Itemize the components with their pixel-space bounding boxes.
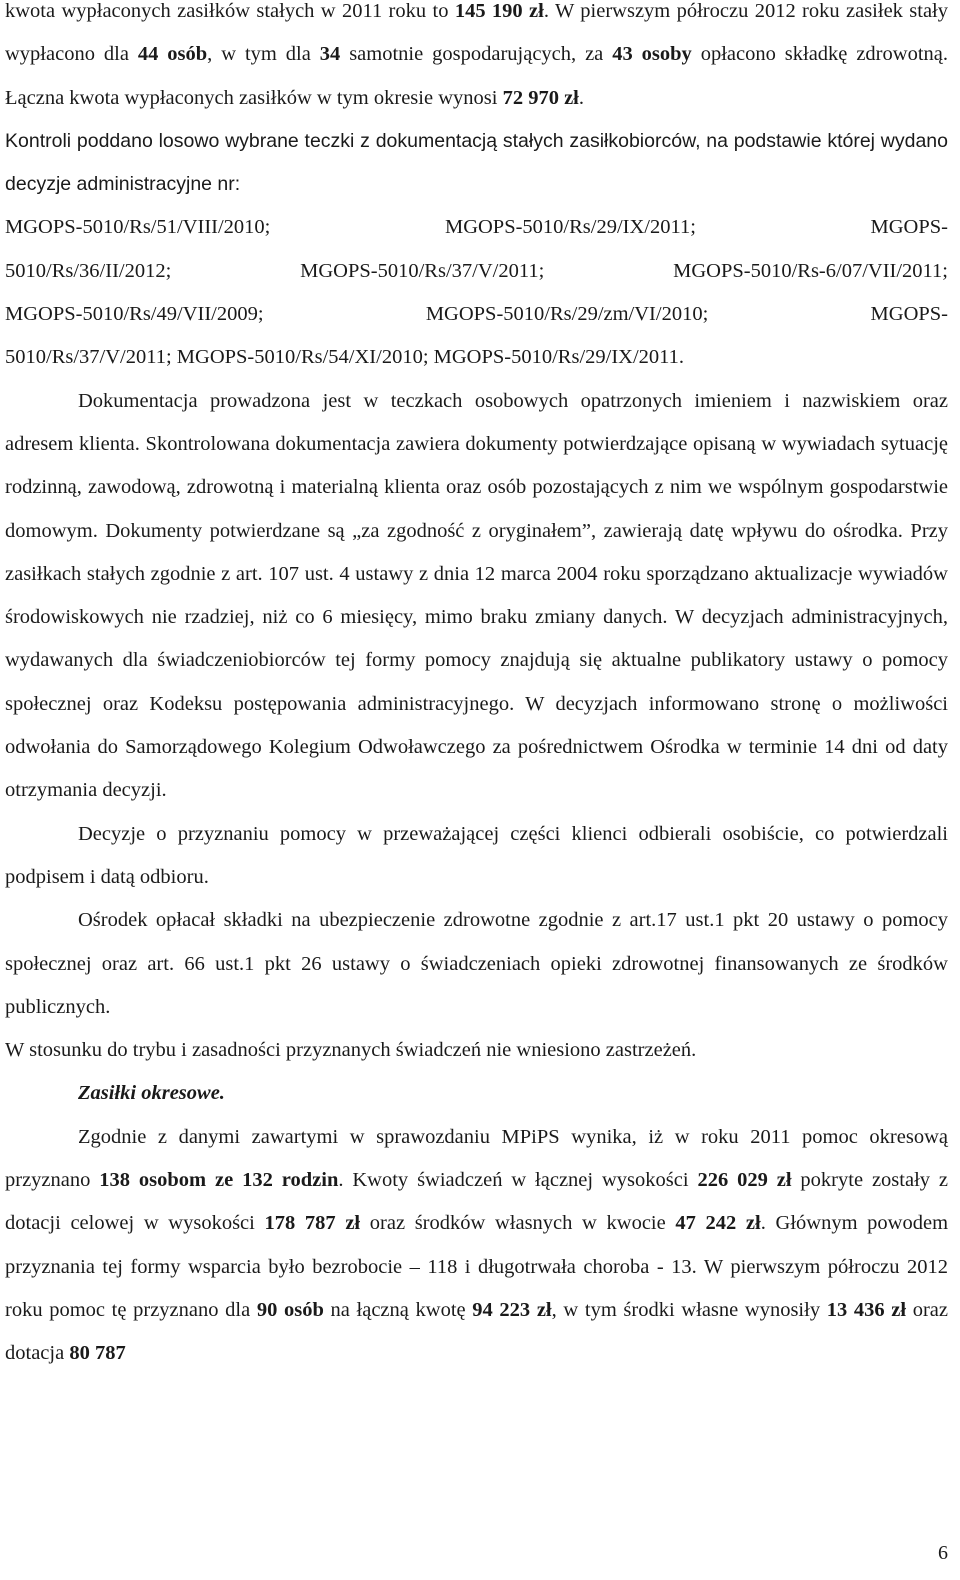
codes-row xyxy=(5,293,948,336)
text-run: . W pierwszym półroczu 2012 roku zasiłek stały wypłacono dla xyxy=(5,0,948,66)
text-run: , w tym środki własne wynosiły xyxy=(551,1298,827,1321)
codes-row xyxy=(5,336,948,379)
text-run: kwota wypłaconych zasiłków stałych w 2011 roku to xyxy=(5,0,455,22)
bold-amount: 145 190 zł xyxy=(454,0,544,22)
bold-count: 90 osób xyxy=(256,1298,324,1321)
decision-code: MGOPS- xyxy=(870,303,948,326)
text-run: , w tym dla xyxy=(207,43,320,66)
stosunek-paragraph: W stosunku do trybu i zasadności przyznanych świadczeń nie wniesiono zastrzeżeń. xyxy=(5,1039,697,1062)
decision-code: MGOPS-5010/Rs/29/IX/2011; xyxy=(444,216,696,239)
text-run: pokryte zostały z dotacji celowej w wysokości xyxy=(5,1169,949,1235)
text-run: oraz dotacja xyxy=(5,1298,949,1365)
intro-paragraph xyxy=(5,0,948,120)
bold-count: 34 xyxy=(319,43,341,66)
skladki-paragraph: Ośrodek opłacał składki na ubezpieczenie zdrowotne zgodnie z art.17 ust.1 pkt 20 ustawy o pomocy społecznej oraz art. 66 ust.1 pkt 26 ustawy o świadczeniach opieki zdrowotnej finansowanych ze środków publicznych. xyxy=(5,909,948,1018)
decision-code: 5010/Rs/36/II/2012; xyxy=(5,259,172,282)
bold-amount: 226 029 zł xyxy=(697,1169,792,1192)
bold-count: 44 osób xyxy=(137,43,208,66)
kontrola-intro-paragraph: Kontroli poddano losowo wybrane teczki z dokumentacją stałych zasiłkobiorców, na podstawie której wydano decyzje administracyjne nr: xyxy=(5,129,948,196)
text-run: opłacono składkę zdrowotną. Łączna kwota wypłaconych zasiłków w tym okresie wynosi xyxy=(5,43,948,109)
section-heading: Zasiłki okresowe. xyxy=(78,1082,225,1105)
codes-row xyxy=(5,250,948,293)
text-run: . Głównym powodem przyznania tej formy wsparcia było bezrobocie – 118 i długotrwała choroba - 13. W pierwszym półroczu 2012 roku pomoc tę przyznano dla xyxy=(5,1212,949,1321)
decision-code: MGOPS-5010/Rs/29/zm/VI/2010; xyxy=(425,303,709,326)
decision-code: MGOPS-5010/Rs/51/VIII/2010; xyxy=(5,216,271,239)
decision-code: MGOPS-5010/Rs/49/VII/2009; xyxy=(5,303,264,326)
bold-count: 43 osoby xyxy=(612,43,692,66)
text-run: Zgodnie z danymi zawartymi w sprawozdaniu MPiPS wynika, iż w roku 2011 pomoc okresową przyznano xyxy=(5,1125,948,1192)
decision-code: MGOPS-5010/Rs/37/V/2011; xyxy=(300,259,545,282)
bold-amount: 178 787 zł xyxy=(264,1212,361,1235)
bold-amount: 80 787 xyxy=(69,1342,126,1365)
text-run: oraz środków własnych w kwocie xyxy=(360,1212,676,1235)
bold-amount: 47 242 zł xyxy=(675,1212,761,1235)
decision-code: MGOPS-5010/Rs-6/07/VII/2011; xyxy=(673,259,948,282)
bold-amount: 94 223 zł xyxy=(472,1298,552,1321)
decision-codes-list xyxy=(5,206,948,379)
text-run: . Kwoty świadczeń w łącznej wysokości xyxy=(338,1169,698,1192)
bold-amount: 13 436 zł xyxy=(826,1298,907,1321)
bold-amount: 72 970 zł xyxy=(502,86,579,109)
okresowe-paragraph xyxy=(5,1116,948,1376)
codes-row xyxy=(5,206,948,249)
text-run: na łączną kwotę xyxy=(323,1298,473,1321)
decyzje-paragraph: Decyzje o przyznaniu pomocy w przeważającej części klienci odbierali osobiście, co potwierdzali podpisem i datą odbioru. xyxy=(5,822,948,888)
bold-count: 138 osobom ze 132 rodzin xyxy=(99,1169,339,1192)
text-run: . xyxy=(578,86,584,109)
decision-code: 5010/Rs/37/V/2011; MGOPS-5010/Rs/54/XI/2010; MGOPS-5010/Rs/29/IX/2011. xyxy=(5,346,685,369)
document-page xyxy=(5,0,948,1376)
page-number: 6 xyxy=(938,1542,948,1564)
text-run: samotnie gospodarujących, za xyxy=(340,43,613,66)
decision-code: MGOPS- xyxy=(870,216,948,239)
dokumentacja-paragraph: Dokumentacja prowadzona jest w teczkach osobowych opatrzonych imieniem i nazwiskiem oraz adresem klienta. Skontrolowana dokumentacja zawiera dokumenty potwierdzające opisaną w wywiadach sytuację rodzinną, zawodową, zdrowotną i materialną klienta oraz osób pozostających z nim we wspólnym gospodarstwie domowym. Dokumenty potwierdzane są „za zgodność z oryginałem”, zawierają datę wpływu do ośrodka. Przy zasiłkach stałych zgodnie z art. 107 ust. 4 ustawy z dnia 12 marca 2004 roku sporządzano aktualizacje wywiadów środowiskowych nie rzadziej, niż co 6 miesięcy, mimo braku zmiany danych. W decyzjach administracyjnych, wydawanych dla świadczeniobiorców tej formy pomocy znajdują się aktualne publikatory ustawy o pomocy społecznej oraz Kodeksu postępowania administracyjnego. W decyzjach informowano stronę o możliwości odwołania do Samorządowego Kolegium Odwoławczego za pośrednictwem Ośrodka w terminie 14 dni od daty otrzymania decyzji. xyxy=(5,389,948,802)
